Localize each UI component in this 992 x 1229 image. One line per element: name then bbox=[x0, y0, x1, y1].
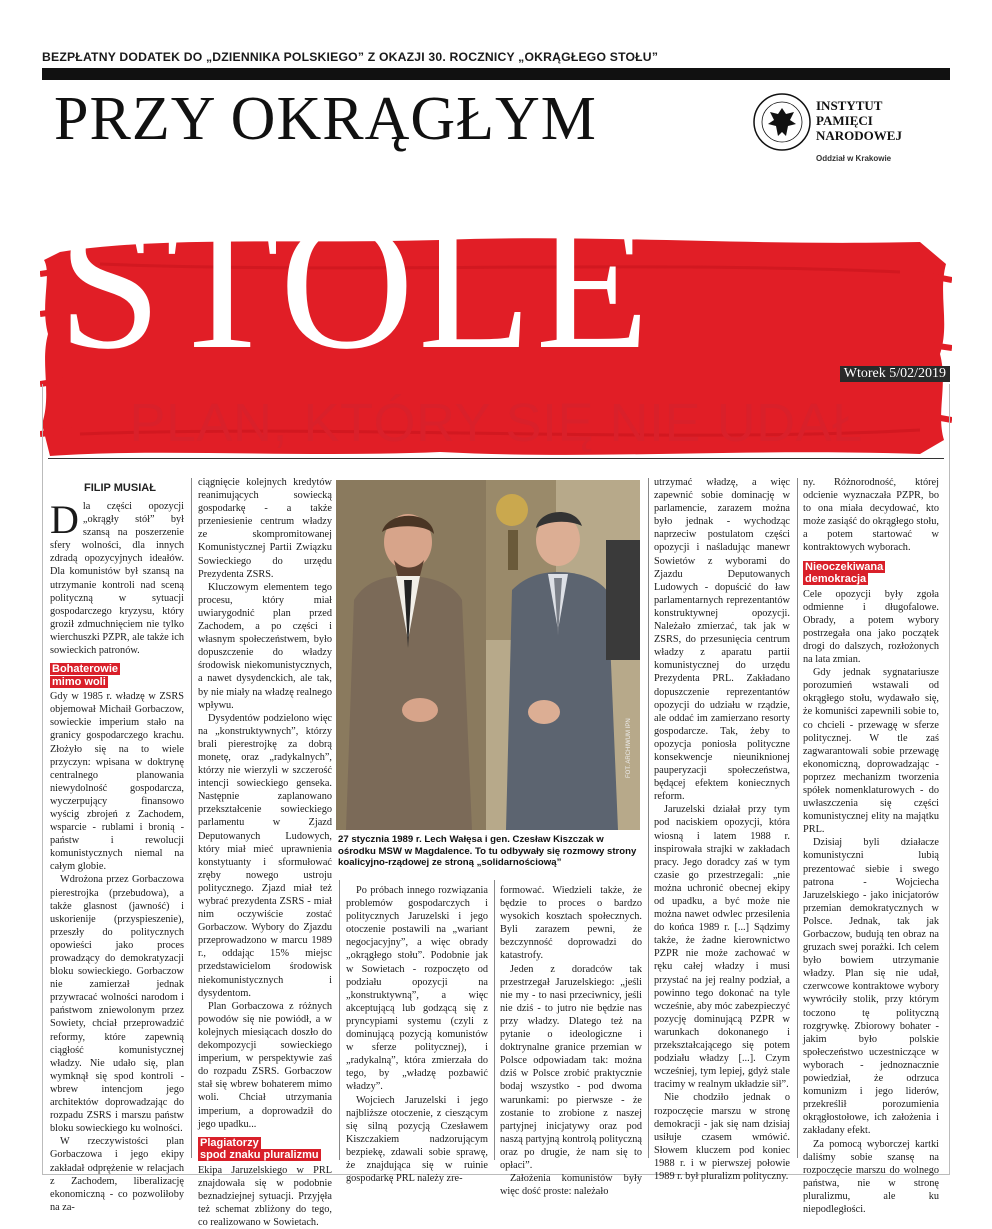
article-headline: PLAN, KTÓRY SIĘ NIE UDAŁ bbox=[129, 393, 863, 453]
paragraph: Wojciech Jaruzelski i jego najbliższe otoczenie, z cieszącym się silną pozycją Czesławem Kiszczakiem nadzorującym bezpiekę, zdawali sobie sprawę, że znajdująca się w ruinie gospodarkę PRL należy zre- bbox=[346, 1094, 488, 1185]
paragraph: ciągnięcie kolejnych kredytów reanimujących sowiecką gospodarkę - a także przeniesienie centrum władzy ze skompromitowanej Komunistycznej Partii Związku Sowieckiego do urzędu Prezydenta ZSRS. bbox=[198, 477, 332, 580]
column-divider bbox=[191, 478, 192, 1158]
column-divider bbox=[339, 880, 340, 1160]
lead-paragraph bbox=[50, 497, 184, 657]
issue-date: Wtorek 5/02/2019 bbox=[840, 366, 950, 382]
drop-cap: D bbox=[50, 497, 79, 542]
paragraph: Za pomocą wyborczej kartki daliśmy sobie szansę na rozpoczęcie marszu do wolnego państwa, nie w stronę pluralizmu, ale ku niepodległości. bbox=[803, 1138, 939, 1215]
ipn-name bbox=[816, 98, 902, 143]
paragraph: Dysydentów podzielono więc na „konstruktywnych”, którzy brali pierestrojkę za dobrą monetę, oraz „radykalnych”, którzy nie wierzyli w szczerość intencji sowieckiego genseka. Następnie zaplanowano przekształcenie sowieckiego parlamentu w Zjazd Deputowanych Ludowych, który miał mieć uprawnienia konstytuanty i sformułować zręby nowego ustroju politycznego. Zjazd miał też wybrać prezydenta ZSRS - miał nim oczywiście zostać Gorbaczow. Wybory do Zjazdu przeprowadzono w marcu 1989 r., oddając 15% miejsc przedstawicielom środowisk niekomunistycznych i dysydentom. bbox=[198, 712, 332, 999]
paragraph: W rzeczywistości plan Gorbaczowa i jego ekipy zakładał odprężenie w relacjach z Zachodem, liberalizację ekonomiczną - co pozwoliłoby na za- bbox=[50, 1136, 184, 1213]
column-4 bbox=[500, 884, 642, 1198]
article-photo bbox=[336, 480, 640, 830]
column-3 bbox=[346, 884, 488, 1185]
lead-text: la części opozycji „okrągły stół” był szansą na poszerzenie sfery wolności, dla innych zdradą opozycyjnych ideałów. Dla komunistów był szansą na utrzymanie kontroli nad sceną polityczną w sytuacji gospodarczego kryzysu, który groził zdmuchnięciem nie tylko wierchuszki PZPR, ale także ich sowieckich patronów. bbox=[50, 501, 184, 657]
column-1 bbox=[50, 497, 184, 1214]
paragraph: Gdy w 1985 r. władzę w ZSRS objemował Michaił Gorbaczow, sowieckie imperium stało na granicy gospodarczego krachu. Złożyło się na to wiele przyczyn: wpisana w doktrynę centralnego planowania niewydolność gospodarcza, wyczerpujący finansowo wyścig zbrojeń z Zachodem, wsparcie - rublami i bronią - państw i rewolucji komunistycznych niemal na całym globie. bbox=[50, 691, 184, 873]
column-2 bbox=[198, 476, 332, 1229]
paragraph: Po próbach innego rozwiązania problemów gospodarczych i politycznych Jaruzelski i jego otoczenie postawili na „wariant negocjacyjny”, a więc obrady „okrągłego stołu”. Podobnie jak w Sowietach - rozpoczęto od podziału opozycji na „konstruktywną”, a więc akceptującą lub godzącą się z pryncypiami systemu (czyli z dominującą pozycją komunistów w sferze politycznej), i „radykalną”, która zmierzała do tego, by „władzę pozbawić władzy”. bbox=[346, 885, 488, 1093]
ipn-branch: Oddział w Krakowie bbox=[816, 154, 892, 163]
paragraph: Wdrożona przez Gorbaczowa pierestrojka (przebudowa), a także glasnost (jawność) i uskorienije (przyspieszenie), przeszły do politycznych opowieści jako proces prowadzący do demokratyzacji bloku sowieckiego. Gorbaczow nie zamierzał jednak przywracać wolności narodom i państwom zniewolonym przez Sowiety, chciał przeprowadzić reformy, które zapewnią ciągłość komunistycznej władzy. Nie udało się, plan wymknął się spod kontroli - wbrew intencjom jego architektów doprowadzając do rozpadu ZSRS i marszu państw bloku sowieckiego ku wolności. bbox=[50, 874, 184, 1135]
subheading-nieoczekiwana: Nieoczekiwana demokracja bbox=[805, 560, 884, 586]
subheading-plagiatorzy: Plagiatorzy spod znaku pluralizmu bbox=[200, 1136, 319, 1162]
photo-caption: 27 stycznia 1989 r. Lech Wałęsa i gen. Czesław Kiszczak w ośrodku MSW w Magdalence. To tu odbywały się rozmowy strony koalicyjno-rządowej ze stroną „solidarnościową” bbox=[338, 834, 637, 869]
title-line-2: STOLE bbox=[58, 182, 654, 388]
paragraph: Dzisiaj byli działacze komunistyczni lubią prezentować siebie i swego patrona - Wojciecha Jaruzelskiego - jako inicjatorów przemian demokratycznych w Polsce. Jednak, tak jak Gorbaczow, budują ten obraz na gruzach swej porażki. Ich celem było bowiem utrzymanie władzy. Plan się nie udał, czerwcowe kontraktowe wybory wywróciły stolik, przy którym toczono tę polityczną rozgrywkę. Zbiorowy bohater - jakim było polskie społeczeństwo uczestniczące w wyborach - jednoznacznie powiedział, że odrzuca komunizm i jego liderów, przekreślił porozumienia okrągłostołowe, ich założenia i zakładany efekt. bbox=[803, 837, 939, 1137]
title-line-1: PRZY OKRĄGŁYM bbox=[54, 85, 597, 153]
masthead bbox=[40, 84, 952, 388]
paragraph: Gdy jednak sygnatariusze porozumień wstawali od okrągłego stołu, wydawało się, że komuniści zapewnili sobie to, co chcieli - przewagę w sferze politycznej. W tle zaś zagwarantowali sobie przewagę ekonomiczną, doprowadzając - poprzez mechanizm tworzenia spółek nomenklaturowych - do uwłaszczenia się części komunistycznej elity na majątku PRL. bbox=[803, 667, 939, 836]
paragraph: utrzymać władzę, a więc zapewnić sobie dominację w parlamencie, zarazem można było jednak - wychodząc naprzeciw postulatom części opozycji i naśladując manewr Sowietów z wyborami do Zjazdu Deputowanych Ludowych - dopuścić do ław parlamentarnych reprezentantów konstruktywnej opozycji. Należało zmierzać, tak jak w ZSRS, do przesunięcia centrum władzy z aparatu partii komunistycznej do urzędu Prezydenta PRL. Zakładano dopuszczenie reprezentantów opozycji do udziału w rządzie, ale oddać im zamierzano resorty gospodarcze. Tak, żeby to opozycja poniosła polityczne konsekwencje nieuniknionej pauperyzacji społeczeństwa, będącej efektem koniecznych reform. bbox=[654, 477, 790, 803]
paragraph: Jeden z doradców tak przestrzegał Jaruzelskiego: „jeśli nie my - to nasi przeciwnicy, jeśli nie dziś - to jutro nie będzie nas przy władzy. Dlatego też na pytanie o ideologiczne i doktrynalne granice przemian w Polsce odpowiadam tak: można dziś w Polsce zrobić praktycznie bodaj wszystko - pod dwoma warunkami: po pierwsze - że zostanie to zrobione z naszej partyjnej inicjatywy oraz pod naszą partyjną kontrolą polityczną oraz po drugie, że nam się to opłaci”. bbox=[500, 963, 642, 1171]
ipn-name-1: INSTYTUT bbox=[816, 98, 883, 113]
photo-credit: FOT. ARCHIWUM IPN bbox=[626, 718, 632, 778]
paragraph: Jaruzelski działał przy tym pod naciskiem opozycji, która wiosną i latem 1988 r. inspirowała strajki w zakładach pracy. Jego doradcy zaś w tym czasie go przestrzegali: „nie można uchronić obecnej ekipy od upadku, a być może nie można nawet odwlec przesilenia do końca 1989 r. [...] Sądzimy także, że żadne kierownictwo PZPR nie może zachować w ręku całej władzy i musi przystać na jej realny podział, a powinno tego dokonać na tyle wcześnie, aby móc zabezpieczyć pozycję dominującą PZPR w warunkach dokonanego i przekształcającego się potem podziału władzy [...]. Czym wcześniej, tym lepiej, gdyż stale tracimy w realnym układzie sił”. bbox=[654, 804, 790, 1091]
column-5 bbox=[654, 476, 790, 1183]
ipn-eagle-seal-icon bbox=[752, 92, 812, 152]
paragraph: formować. Wiedzieli także, że będzie to proces o bardzo wysokich kosztach społecznych. Byli zarazem pewni, że bezczynność doprowadzi do katastrofy. bbox=[500, 885, 642, 962]
column-divider bbox=[797, 478, 798, 1158]
paragraph: Ekipa Jaruzelskiego w PRL znajdowała się w podobnie beznadziejnej sytuacji. Przyjęła też schemat zbliżony do tego, co realizowano w Sowietach. bbox=[198, 1164, 332, 1229]
paragraph: Plan Gorbaczowa z różnych powodów się nie powiódł, a w kolejnych miesiącach doszło do dekompozycji sowieckiego imperium, w perspektywie zaś do rozpadu ZSRS. Gorbaczow stał się wbrew bohaterem mimo woli. Chciał utrzymania imperium, a doprowadził do jego upadku... bbox=[198, 1000, 332, 1130]
photo-walesa-kiszczak bbox=[336, 480, 640, 830]
paragraph: Założenia komunistów były więc dość proste: należało bbox=[500, 1173, 642, 1198]
ipn-name-2: PAMIĘCI bbox=[816, 113, 873, 128]
ipn-name-3: NARODOWEJ bbox=[816, 128, 902, 143]
paragraph: Kluczowym elementem tego procesu, który miał uwiarygodnić plan przed Zachodem, a po części i własnym społeczeństwem, było dopuszczenie do władzy środowisk niekomunistycznych, a nawet dysydenckich, ale tak, by nie miały na władzę realnego wpływu. bbox=[198, 581, 332, 711]
headline-rule bbox=[48, 458, 944, 459]
subheading-bohaterowie: Bohaterowie mimo woli bbox=[52, 663, 119, 688]
column-divider bbox=[494, 880, 495, 1160]
supplement-line: BEZPŁATNY DODATEK DO „DZIENNIKA POLSKIEGO” Z OKAZJI 30. ROCZNICY „OKRĄGŁEGO STOŁU” bbox=[42, 50, 659, 64]
paragraph: Cele opozycji były zgoła odmienne i długofalowe. Obrady, a potem wybory postrzegała ona jako początek drogi do dalszych, rozłożonych na lata zmian. bbox=[803, 588, 939, 666]
column-6 bbox=[803, 476, 939, 1216]
top-bar bbox=[42, 68, 950, 80]
paragraph: Nie chodziło jednak o rozpoczęcie marszu w stronę demokracji - jak się nam dzisiaj usiłuje czasem wmówić. Słowem kluczem pod koniec 1988 r. i w pierwszej połowie 1989 r. był pluralizm polityczny. bbox=[654, 1092, 790, 1182]
column-divider bbox=[648, 478, 649, 1158]
paragraph: ny. Różnorodność, której odcienie wyznaczała PZPR, bo to ona miała decydować, kto może zasiąść do okrągłego stołu, a potem startować w kontraktowych wyborach. bbox=[803, 477, 939, 554]
author-name: FILIP MUSIAŁ bbox=[84, 482, 156, 494]
ipn-logo bbox=[752, 92, 952, 172]
